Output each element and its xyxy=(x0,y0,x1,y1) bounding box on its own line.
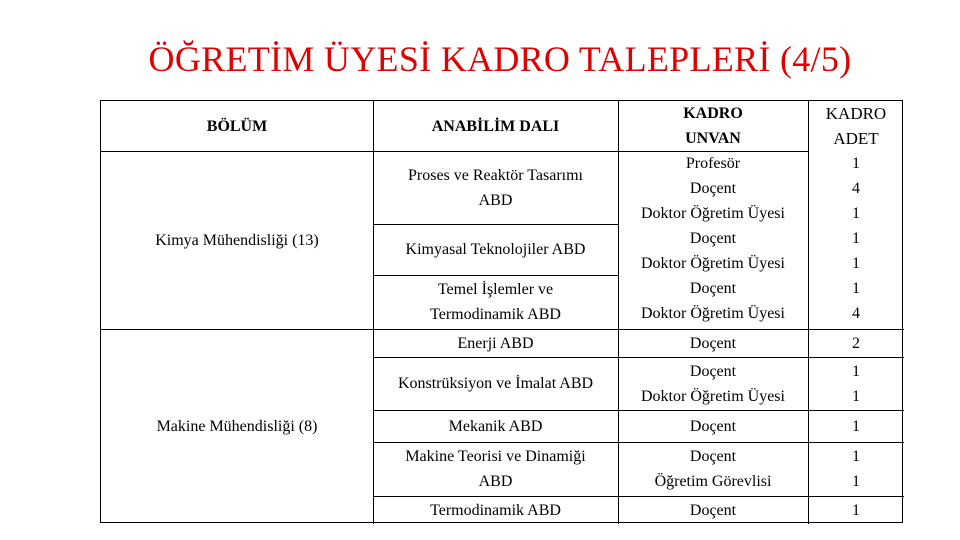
title-cell: Doçent xyxy=(689,417,737,435)
title-entry: Doçent xyxy=(689,448,737,465)
page-title: ÖĞRETİM ÜYESİ KADRO TALEPLERİ (4/5) xyxy=(148,39,852,79)
header-title-line: KADRO xyxy=(683,105,743,122)
title-cell xyxy=(618,357,808,410)
division-cell xyxy=(373,442,618,496)
division-cell xyxy=(373,275,618,329)
count-cell: 2 xyxy=(852,334,860,352)
count-cell xyxy=(808,357,904,410)
title-entry: Doktor Öğretim Üyesi xyxy=(641,387,785,405)
count-entry: 1 xyxy=(852,473,860,490)
count-cell: 1 xyxy=(852,501,860,519)
department-cell-chemical: Kimya Mühendisliği (13) xyxy=(155,231,319,249)
title-column-chemical xyxy=(618,101,808,329)
division-text: ABD xyxy=(478,473,513,490)
header-title-line: UNVAN xyxy=(685,130,741,147)
count-entry: 1 xyxy=(851,205,860,222)
division-cell: Kimyasal Teknolojiler ABD xyxy=(405,241,586,258)
department-cell-mechanical: Makine Mühendisliği (8) xyxy=(156,418,318,435)
count-entry: 1 xyxy=(852,448,860,465)
division-cell: Mekanik ABD xyxy=(448,417,543,435)
count-entry: 1 xyxy=(851,255,860,272)
division-cell: Konstrüksiyon ve İmalat ABD xyxy=(397,375,594,392)
count-entry: 1 xyxy=(852,387,860,405)
title-entry: Öğretim Görevlisi xyxy=(654,473,772,490)
count-entry: 4 xyxy=(851,180,860,197)
division-text: Proses ve Reaktör Tasarımı xyxy=(408,166,583,184)
division-text: Termodinamik ABD xyxy=(430,306,561,323)
title-entry: Doktor Öğretim Üyesi xyxy=(641,205,785,222)
count-cell xyxy=(808,442,904,496)
division-cell: Termodinamik ABD xyxy=(430,501,561,519)
title-entry: Doçent xyxy=(689,362,737,380)
title-entry: Profesör xyxy=(685,155,741,172)
header-department: BÖLÜM xyxy=(206,117,268,135)
division-cell: Enerji ABD xyxy=(457,334,534,352)
count-cell: 1 xyxy=(852,417,860,435)
count-entry: 1 xyxy=(851,155,860,172)
title-entry: Doçent xyxy=(689,280,737,297)
header-count-line: ADET xyxy=(833,129,879,148)
title-cell xyxy=(618,442,808,496)
count-entry: 4 xyxy=(851,305,860,322)
title-cell: Doçent xyxy=(689,334,737,352)
count-entry: 1 xyxy=(851,230,860,247)
kadro-table xyxy=(100,100,903,523)
count-entry: 1 xyxy=(851,280,860,297)
header-division: ANABİLİM DALI xyxy=(431,117,560,135)
title-cell: Doçent xyxy=(689,501,737,519)
division-text: Temel İşlemler ve xyxy=(437,281,554,298)
title-entry: Doçent xyxy=(689,180,737,197)
count-entry: 1 xyxy=(852,362,860,380)
division-text: ABD xyxy=(478,191,513,209)
division-cell xyxy=(373,151,618,224)
title-entry: Doktor Öğretim Üyesi xyxy=(641,305,785,322)
title-entry: Doçent xyxy=(689,230,737,247)
header-count-line: KADRO xyxy=(825,104,887,123)
division-text: Makine Teorisi ve Dinamiği xyxy=(405,448,586,465)
count-column-chemical xyxy=(808,101,904,329)
title-entry: Doktor Öğretim Üyesi xyxy=(641,255,785,272)
